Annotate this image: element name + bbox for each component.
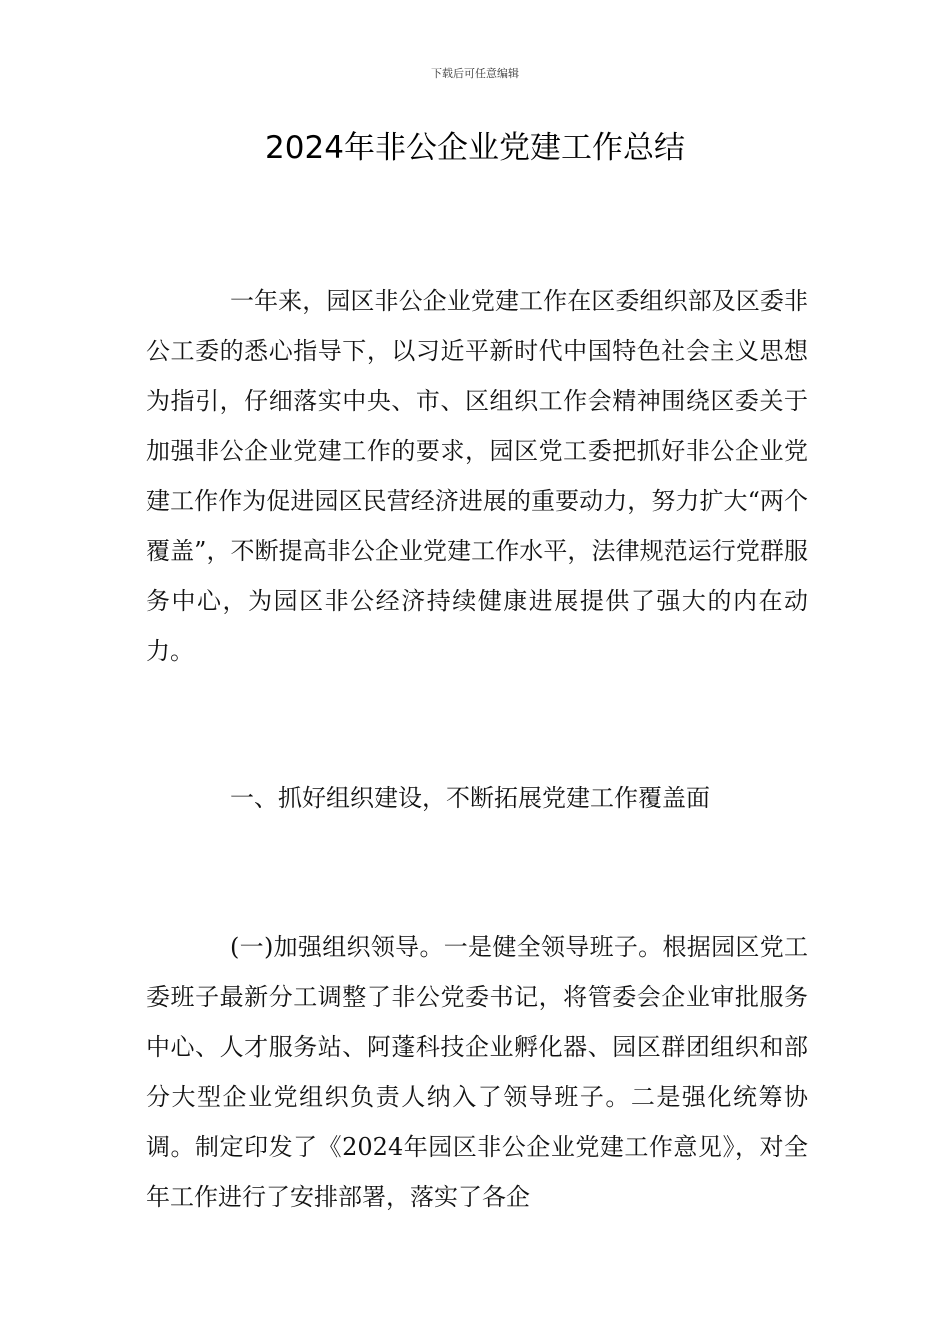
- intro-paragraph: 一年来，园区非公企业党建工作在区委组织部及区委非公工委的悉心指导下，以习近平新时代中国特色社会主义思想为指引，仔细落实中央、市、区组织工作会精神围绕区委关于加强非公企业党建工作的要求，园区党工委把抓好非公企业党建工作作为促进园区民营经济进展的重要动力，努力扩大“两个覆盖”，不断提高非公企业党建工作水平，法律规范运行党群服务中心，为园区非公经济持续健康进展提供了强大的内在动力。: [146, 287, 808, 665]
- section-one-heading: 一、抓好组织建设，不断拓展党建工作覆盖面: [230, 784, 710, 812]
- header-note: 下载后可任意编辑: [431, 67, 519, 80]
- section-one-paragraph: (一)加强组织领导。一是健全领导班子。根据园区党工委班子最新分工调整了非公党委书记，将管委会企业审批服务中心、人才服务站、阿蓬科技企业孵化器、园区群团组织和部分大型企业党组织负责人纳入了领导班子。二是强化统筹协调。制定印发了《2024年园区非公企业党建工作意见》，对全年工作进行了安排部署，落实了各企: [146, 933, 808, 1211]
- document-title: 2024年非公企业党建工作总结: [265, 130, 685, 166]
